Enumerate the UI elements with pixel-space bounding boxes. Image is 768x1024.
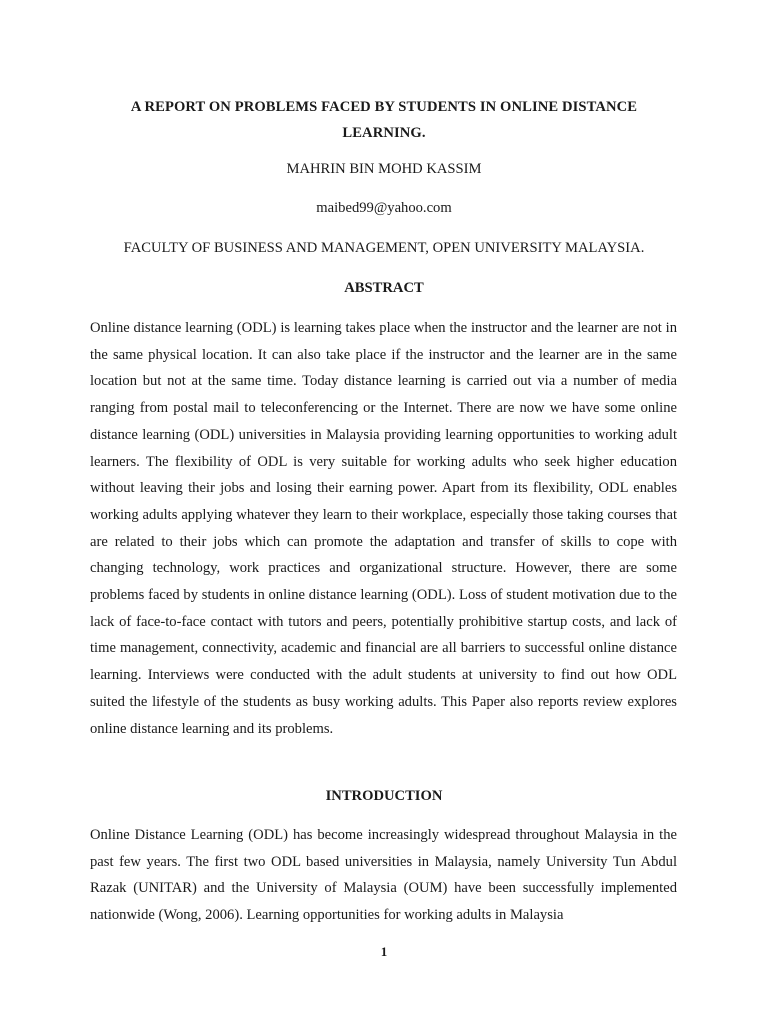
abstract-paragraph: Online distance learning (ODL) is learning takes place when the instructor and the learner are not in the same physical location. It can also take place if the instructor and the learner are in the same location but not at the same time. Today distance learning is carried out via a number of media ranging from postal mail to teleconferencing or the Internet. There are now we have some online distance learning (ODL) universities in Malaysia providing learning opportunities to working adult learners. The flexibility of ODL is very suitable for working adults who seek higher education without leaving their jobs and losing their earning power. Apart from its flexibility, ODL enables working adults applying whatever they learn to their workplace, especially those taking courses that are related to their jobs which can promote the adaptation and transfer of skills to cope with changing technology, work practices and organizational structure. However, there are some problems faced by students in online distance learning (ODL). Loss of student motivation due to the lack of face-to-face contact with tutors and peers, potentially prohibitive startup costs, and lack of time management, connectivity, academic and financial are all barriers to successful online distance learning. Interviews were conducted with the adult students at university to find out how ODL suited the lifestyle of the students as busy working adults. This Paper also reports review explores online distance learning and its problems. [90,320,677,737]
paper-title: A REPORT ON PROBLEMS FACED BY STUDENTS IN ONLINE DISTANCE LEARNING. [130,99,638,141]
author-email: maibed99@yahoo.com [316,200,452,216]
introduction-paragraph: Online Distance Learning (ODL) has become increasingly widespread throughout Malaysia in the past few years. The first two ODL based universities in Malaysia, namely University Tun Abdul Razak (UNITAR) and the University of Malaysia (OUM) have been successfully implemented nationwide (Wong, 2006). Learning opportunities for working adults in Malaysia [90,827,677,924]
page-number: 1 [380,944,388,959]
introduction-heading: INTRODUCTION [325,788,443,804]
author-name: MAHRIN BIN MOHD KASSIM [286,161,482,177]
author-affiliation: FACULTY OF BUSINESS AND MANAGEMENT, OPEN UNIVERSITY MALAYSIA. [123,240,645,256]
abstract-heading: ABSTRACT [344,280,424,296]
